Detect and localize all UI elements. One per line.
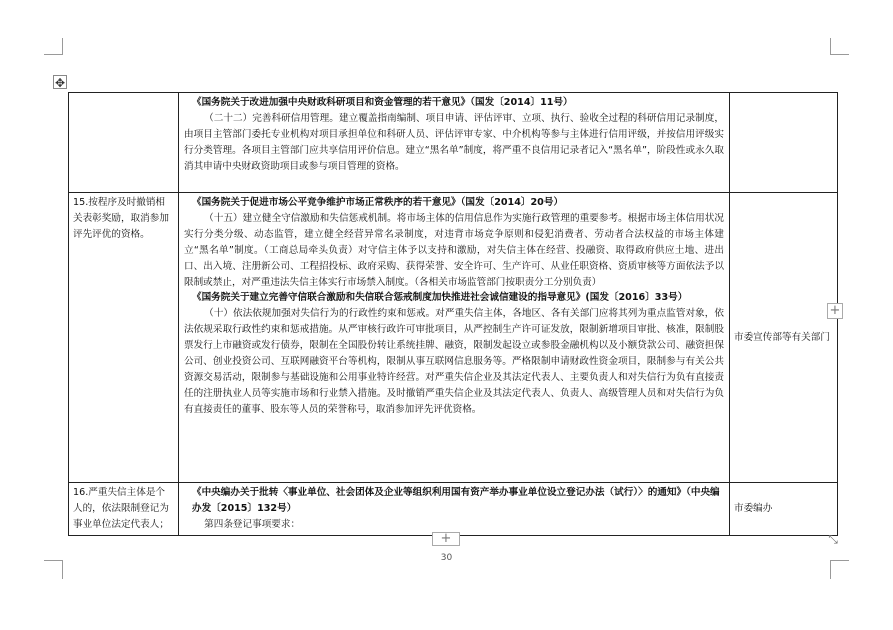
policy-source-title: 《国务院关于改进加强中央财政科研项目和资金管理的若干意见》（国发〔2014〕11号） bbox=[192, 97, 573, 108]
policy-source-title: 《国务院关于建立完善守信联合激励和失信联合惩戒制度加快推进社会诚信建设的指导意见》(国发〔2016〕33号） bbox=[192, 292, 688, 304]
document-table bbox=[68, 92, 838, 536]
policy-paragraph: （十）依法依规加强对失信行为的行政性约束和惩戒。对严重失信主体，各地区、各有关部门应将其列为重点监管对象，依法依规采取行政性约束和惩戒措施。从严审核行政许可审批项目，从严控制生产许可证发放，限制新增项目审批、核准，限制股票发行上市融资或发行债券，限制在全国股份转让系统挂牌、融资，限制发起设立或参股金融机构以及小额贷款公司、融资担保公司、创业投资公司、互联网融资平台等机构，限制从事互联网信息服务等。严格限制申请财政性资金项目，限制参与有关公共资源交易活动，限制参与基础设施和公用事业特许经营。对严重失信企业及其法定代表人、主要负责人和对失信行为负有直接责任的注册执业人员等实施市场和行业禁入措施。及时撤销严重失信企业及其法定代表人、负责人、高级管理人员和对失信行为负有直接责任的董事、股东等人员的荣誉称号，取消参加评先评优资格。 bbox=[184, 308, 724, 415]
policy-source-title: 《国务院关于促进市场公平竞争维护市场正常秩序的若干意见》（国发〔2014〕20号） bbox=[192, 197, 564, 208]
dept-cell[interactable] bbox=[730, 193, 838, 483]
measure-text: 15.按程序及时撤销相关表彰奖励，取消参加评先评优的资格。 bbox=[73, 197, 169, 240]
measure-cell[interactable] bbox=[69, 483, 179, 536]
policy-source-title: 《中央编办关于批转〈事业单位、社会团体及企业等组织利用国有资产举办事业单位设立登记办法（试行）〉的通知》（中央编办发〔2015〕132号） bbox=[192, 487, 720, 514]
page-number: 30 bbox=[440, 553, 453, 563]
add-column-plus-icon[interactable]: + bbox=[827, 303, 843, 319]
table-move-handle-icon[interactable]: ✥ bbox=[54, 76, 66, 90]
dept-cell[interactable] bbox=[730, 483, 838, 536]
policy-paragraph: 第四条登记事项要求： bbox=[204, 518, 301, 530]
crop-mark-top-right bbox=[830, 38, 849, 55]
crop-mark-top-left bbox=[44, 38, 63, 55]
measure-cell[interactable] bbox=[69, 93, 179, 193]
basis-cell[interactable] bbox=[179, 93, 730, 193]
dept-cell[interactable] bbox=[730, 93, 838, 193]
table-row bbox=[69, 93, 838, 193]
table-resize-icon[interactable]: ⤡ bbox=[828, 532, 838, 546]
basis-cell[interactable] bbox=[179, 483, 730, 536]
table-row bbox=[69, 193, 838, 483]
policy-paragraph: （十五）建立健全守信激励和失信惩戒机制。将市场主体的信用信息作为实施行政管理的重要参考。根据市场主体信用状况实行分类分级、动态监管，建立健全经营异常名录制度，对违背市场竞争原则和侵犯消费者、劳动者合法权益的市场主体建立“黑名单”制度。（工商总局牵头负责）对守信主体予以支持和激励，对失信主体在经营、投融资、取得政府供应土地、进出口、出入境、注册新公司、工程招投标、政府采购、获得荣誉、安全许可、生产许可、从业任职资格、资质审核等方面依法予以限制或禁止，对严重违法失信主体实行市场禁入制度。（各相关市场监管部门按职责分工分别负责） bbox=[184, 212, 724, 288]
policy-paragraph: （二十二）完善科研信用管理。建立覆盖指南编制、项目申请、评估评审、立项、执行、验收全过程的科研信用记录制度，由项目主管部门委托专业机构对项目承担单位和科研人员、评估评审专家、中介机构等参与主体进行信用评级，并按信用评级实行分类管理。各项目主管部门应共享信用评价信息。建立“黑名单”制度，将严重不良信用记录者记入“黑名单”，阶段性或永久取消其申请中央财政资助项目或参与项目管理的资格。 bbox=[184, 112, 724, 172]
measure-cell[interactable] bbox=[69, 193, 179, 483]
basis-cell[interactable] bbox=[179, 193, 730, 483]
measure-text: 16.严重失信主体是个人的，依法限制登记为事业单位法定代表人； bbox=[73, 487, 169, 530]
table-row bbox=[69, 483, 838, 536]
dept-text: 市委宣传部等有关部门 bbox=[734, 331, 830, 343]
dept-text: 市委编办 bbox=[734, 503, 773, 515]
add-row-plus-icon[interactable]: + bbox=[432, 532, 460, 546]
